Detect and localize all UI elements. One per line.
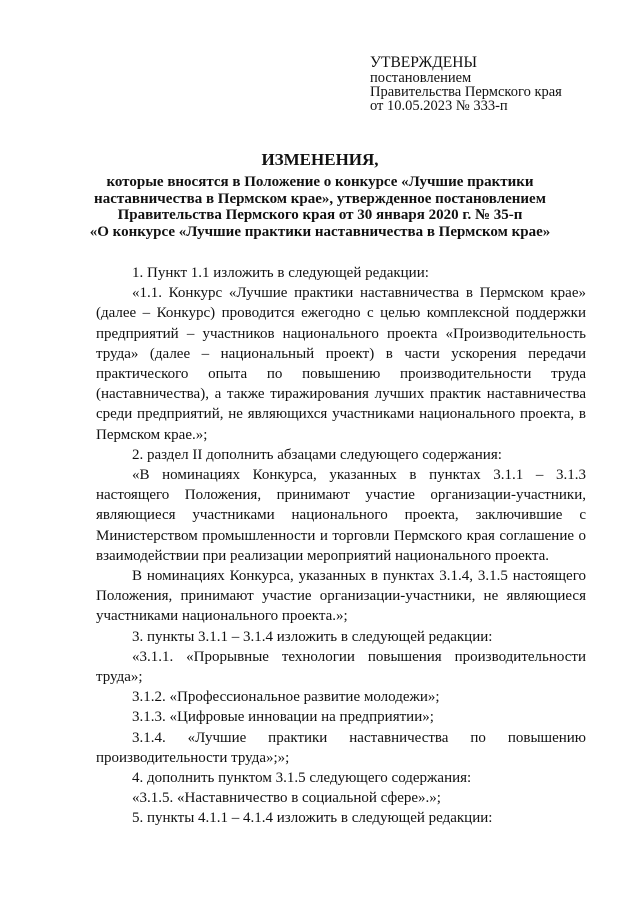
paragraph: «1.1. Конкурс «Лучшие практики наставничества в Пермском крае» (далее – Конкурс) проводится ежегодно с целью комплексной поддержки предприятий – участников национального проекта «Производительность труда» (далее – национальный проект) в части ускорения передачи практического опыта по повышению производительности труда (наставничества), а также тиражирования лучших практик наставничества среди предприятий, не являющихся участниками национального проекта, в Пермском крае.»;	[96, 285, 586, 443]
paragraph: 4. дополнить пунктом 3.1.5 следующего содержания:	[132, 770, 472, 787]
paragraph: «В номинациях Конкурса, указанных в пунктах 3.1.1 – 3.1.3 настоящего Положения, принимают участие организации-участники, являющиеся участниками национального проекта, заключившие с Министерством промышленности и торговли Пермского края соглашение о взаимодействии при реализации мероприятий национального проекта.	[96, 467, 586, 564]
paragraph: 5. пункты 4.1.1 – 4.1.4 изложить в следующей редакции:	[132, 810, 493, 827]
approval-line: Правительства Пермского края	[370, 84, 562, 100]
paragraph: 3.1.3. «Цифровые инновации на предприятии»;	[132, 709, 434, 726]
title-main: ИЗМЕНЕНИЯ,	[261, 150, 379, 169]
paragraph: 2. раздел II дополнить абзацами следующего содержания:	[132, 446, 502, 463]
paragraph: 1. Пункт 1.1 изложить в следующей редакции:	[132, 265, 429, 281]
paragraph: 3. пункты 3.1.1 – 3.1.4 изложить в следующей редакции:	[132, 628, 493, 645]
paragraph: 3.1.2. «Профессиональное развитие молодежи»;	[132, 689, 440, 706]
approval-line: постановлением	[370, 70, 472, 86]
paragraph: «3.1.1. «Прорывные технологии повышения производительности труда»;	[96, 648, 586, 686]
paragraph: «3.1.5. «Наставничество в социальной сфере».»;	[132, 790, 441, 807]
paragraph: 3.1.4. «Лучшие практики наставничества по повышению производительности труда»;»;	[96, 729, 586, 766]
approval-date-line: от 10.05.2023 № 333-п	[370, 98, 508, 114]
title-subline: наставничества в Пермском крае», утвержденное постановлением	[94, 190, 546, 207]
approval-heading: УТВЕРЖДЕНЫ	[370, 54, 477, 71]
document-body	[96, 263, 586, 829]
approval-stamp	[370, 54, 630, 113]
document-title	[60, 150, 580, 240]
title-subline: Правительства Пермского края от 30 января 2020 г. № 35-п	[117, 207, 523, 223]
paragraph: В номинациях Конкурса, указанных в пунктах 3.1.4, 3.1.5 настоящего Положения, принимают участие организации-участники, не являющиеся участниками национального проекта.»;	[96, 568, 586, 625]
title-subline: которые вносятся в Положение о конкурсе «Лучшие практики	[106, 174, 534, 190]
title-subline: «О конкурсе «Лучшие практики наставничества в Пермском крае»	[89, 223, 551, 240]
